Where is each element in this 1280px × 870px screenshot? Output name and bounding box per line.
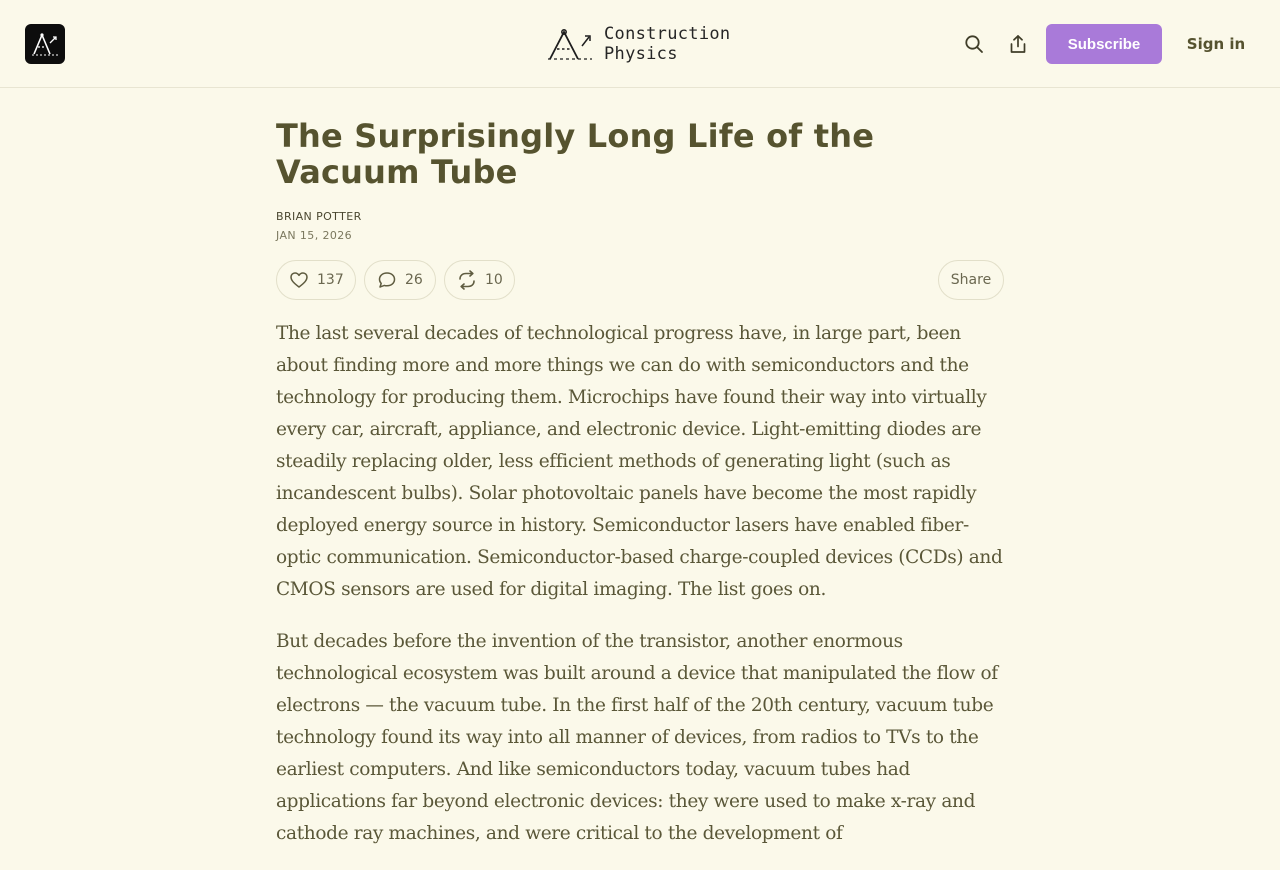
author-name[interactable]: BRIAN POTTER [276, 210, 362, 223]
post-actions-bar [276, 260, 1004, 300]
share-up-icon [1008, 34, 1028, 54]
article [276, 118, 1004, 870]
share-post-button[interactable]: Share [938, 260, 1004, 300]
like-count: 137 [317, 272, 344, 288]
post-date: JAN 15, 2026 [276, 229, 353, 242]
body-paragraph: The last several decades of technological progress have, in large part, been about finding more and more things we can do with semiconductors and the technology for producing them. Microchips have found their way into virtually every car, aircraft, appliance, and electronic device. Light-emitting diodes are steadily replacing older, less efficient methods of generating light (such as incandescent bulbs). Solar photovoltaic panels have become the most rapidly deployed energy source in history. Semiconductor lasers have enabled fiber-optic communication. Semiconductor-based charge-coupled devices (CCDs) and CMOS sensors are used for digital imaging. The list goes on. [276, 323, 1003, 600]
sign-in-button[interactable]: Sign in [1186, 35, 1246, 53]
heart-icon [289, 270, 309, 290]
like-button[interactable] [276, 260, 356, 300]
restack-icon [457, 270, 477, 290]
construction-mark-icon [30, 29, 60, 59]
brand-name-line1: Construction [604, 24, 731, 44]
subscribe-button[interactable]: Subscribe [1046, 24, 1162, 64]
post-body [276, 318, 1004, 850]
search-icon [964, 34, 984, 54]
restack-button[interactable] [444, 260, 515, 300]
comment-count: 26 [405, 272, 423, 288]
brand-name [604, 24, 730, 64]
construction-physics-logo-icon [548, 26, 594, 62]
restack-count: 10 [485, 272, 503, 288]
comment-icon [377, 270, 397, 290]
body-paragraph: But decades before the invention of the transistor, another enormous technological ecosystem was built around a device that manipulated the flow of electrons — the vacuum tube. In the first half of the 20th century, vacuum tube technology found its way into all manner of devices, from radios to TVs to the earliest computers. And like semiconductors today, vacuum tubes had applications far beyond electronic devices: they were used to make x-ray and cathode ray machines, and were critical to the development of [276, 631, 998, 844]
publication-brand[interactable] [548, 24, 730, 64]
top-navigation-bar [0, 0, 1280, 88]
brand-name-line2: Physics [604, 44, 678, 64]
share-button[interactable] [1004, 30, 1032, 58]
post-title: The Surprisingly Long Life of the Vacuum Tube [276, 117, 875, 191]
comment-button[interactable] [364, 260, 436, 300]
publication-logo-icon[interactable] [25, 24, 65, 64]
search-button[interactable] [960, 30, 988, 58]
